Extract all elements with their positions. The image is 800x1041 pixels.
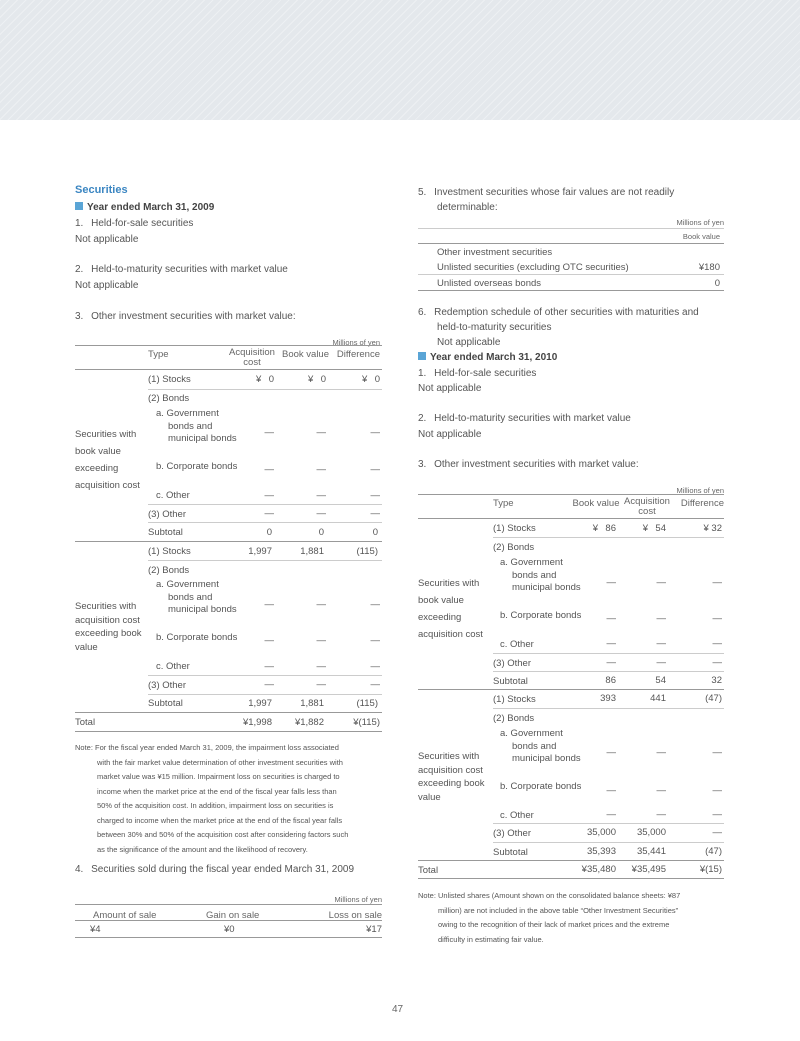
fy2009-item1-value: Not applicable — [75, 234, 139, 245]
row-stocks: (1) Stocks — [148, 374, 191, 385]
table-unit: Millions of yen — [676, 486, 724, 495]
item5-row3: Unlisted overseas bonds — [437, 278, 542, 289]
header-banner — [0, 0, 800, 120]
row-bonds: (2) Bonds — [148, 393, 190, 404]
row-bonds: (2) Bonds — [493, 713, 535, 724]
row-government-bonds: a. Government bonds and municipal bonds — [500, 557, 581, 593]
square-bullet-icon — [418, 352, 426, 360]
row-corporate-bonds: b. Corporate bonds — [156, 632, 238, 643]
item5-row1: Other investment securities — [437, 247, 553, 258]
row-other-3: (3) Other — [493, 828, 532, 839]
row-government-bonds: a. Government bonds and municipal bonds — [156, 408, 237, 444]
page-number: 47 — [392, 1004, 404, 1015]
fy2009-item1: 1. Held-for-sale securities — [75, 218, 194, 229]
fy2009-item2-value: Not applicable — [75, 280, 139, 291]
table-unit: Millions of yen — [332, 338, 380, 347]
row-total: Total — [75, 717, 96, 728]
fy2010-note: Note: Unlisted shares (Amount shown on the consolidated balance sheets: ¥87 million) are not included in the above table “Other Investment Securities” owing to the recognition of their lack of market prices and the extreme difficulty in estimating fair value. — [418, 891, 681, 944]
row-corporate-bonds: b. Corporate bonds — [500, 610, 582, 621]
row-other-3: (3) Other — [148, 509, 187, 520]
sold-amount: ¥4 — [90, 924, 101, 935]
section-title: Securities — [75, 184, 128, 196]
row-government-bonds: a. Government bonds and municipal bonds — [500, 728, 581, 764]
row-subtotal: Subtotal — [148, 698, 183, 709]
row-subtotal: Subtotal — [148, 527, 183, 538]
fy2009-item4: 4. Securities sold during the fiscal year ended March 31, 2009 — [75, 864, 355, 875]
row-other-c: c. Other — [156, 661, 190, 672]
col-amount-of-sale: Amount of sale — [93, 910, 157, 921]
fy2009-heading: Year ended March 31, 2009 — [75, 200, 214, 215]
row-stocks: (1) Stocks — [148, 546, 191, 557]
col-book-value: Book value — [572, 498, 620, 509]
group2-label: Securities with acquisition cost exceeding book value — [418, 751, 485, 803]
item6-line1: 6. Redemption schedule of other securities with maturities and — [418, 307, 699, 318]
row-corporate-bonds: b. Corporate bonds — [156, 461, 238, 472]
group1-label: Securities with book value exceeding acquisition cost — [418, 578, 483, 640]
row-government-bonds: a. Government bonds and municipal bonds — [156, 579, 237, 615]
col-gain-on-sale: Gain on sale — [206, 910, 260, 921]
item6-line3: Not applicable — [437, 337, 501, 348]
fy2009-item2: 2. Held-to-maturity securities with market value — [75, 264, 288, 275]
row-stocks: (1) Stocks — [493, 694, 536, 705]
sold-gain: ¥0 — [224, 924, 235, 935]
col-book-value: Book value — [682, 232, 720, 241]
row-subtotal: Subtotal — [493, 847, 528, 858]
item5-row2: Unlisted securities (excluding OTC securities) — [437, 262, 629, 273]
fy2009-note: Note: For the fiscal year ended March 31, 2009, the impairment loss associated with the fair market value determination of other investment securities with market value was ¥15 million. Impairment loss on securities is charged to income when the market price at the end of the fiscal year falls less than 50% of the acquisition cost. In addition, impairment loss on securities is charged to income when the market price at the end of the fiscal year falls between 30% and 50% of the acquisition cost after considering factors such as the significance of the amount and the likelihood of recovery. — [75, 743, 349, 854]
row-other-3: (3) Other — [493, 658, 532, 669]
row-other-c: c. Other — [156, 490, 190, 501]
group2-label: Securities with acquisition cost exceeding book value — [75, 601, 142, 653]
row-other-3: (3) Other — [148, 680, 187, 691]
fy2010-heading: Year ended March 31, 2010 — [418, 350, 557, 365]
col-difference: Difference — [680, 498, 724, 509]
col-acquisition-cost: Acquisition cost — [229, 347, 275, 368]
col-type: Type — [148, 349, 169, 360]
row-total: Total — [418, 865, 439, 876]
square-bullet-icon — [75, 202, 83, 210]
row-other-c: c. Other — [500, 810, 534, 821]
col-difference: Difference — [336, 349, 380, 360]
fy2010-item2: 2. Held-to-maturity securities with market value — [418, 413, 631, 424]
fy2010-item3: 3. Other investment securities with market value: — [418, 459, 639, 470]
row-bonds: (2) Bonds — [493, 542, 535, 553]
item5-line2: determinable: — [437, 202, 498, 213]
row-subtotal: Subtotal — [493, 676, 528, 687]
fy2010-item1: 1. Held-for-sale securities — [418, 368, 537, 379]
item5-line1: 5. Investment securities whose fair values are not readily — [418, 187, 675, 198]
group1-label: Securities with book value exceeding acquisition cost — [75, 429, 140, 491]
col-loss-on-sale: Loss on sale — [328, 910, 382, 921]
sold-loss: ¥17 — [366, 924, 382, 935]
col-book-value: Book value — [282, 349, 330, 360]
col-type: Type — [493, 498, 514, 509]
row-corporate-bonds: b. Corporate bonds — [500, 781, 582, 792]
fy2009-item3: 3. Other investment securities with market value: — [75, 311, 296, 322]
row-stocks: (1) Stocks — [493, 523, 536, 534]
fy2010-item1-value: Not applicable — [418, 383, 482, 394]
item6-line2: held-to-maturity securities — [437, 322, 552, 333]
sold-unit: Millions of yen — [334, 895, 382, 904]
item5-unit: Millions of yen — [676, 218, 724, 227]
row-bonds: (2) Bonds — [148, 565, 190, 576]
fy2010-item2-value: Not applicable — [418, 429, 482, 440]
row-other-c: c. Other — [500, 639, 534, 650]
col-acquisition-cost: Acquisition cost — [624, 496, 670, 517]
